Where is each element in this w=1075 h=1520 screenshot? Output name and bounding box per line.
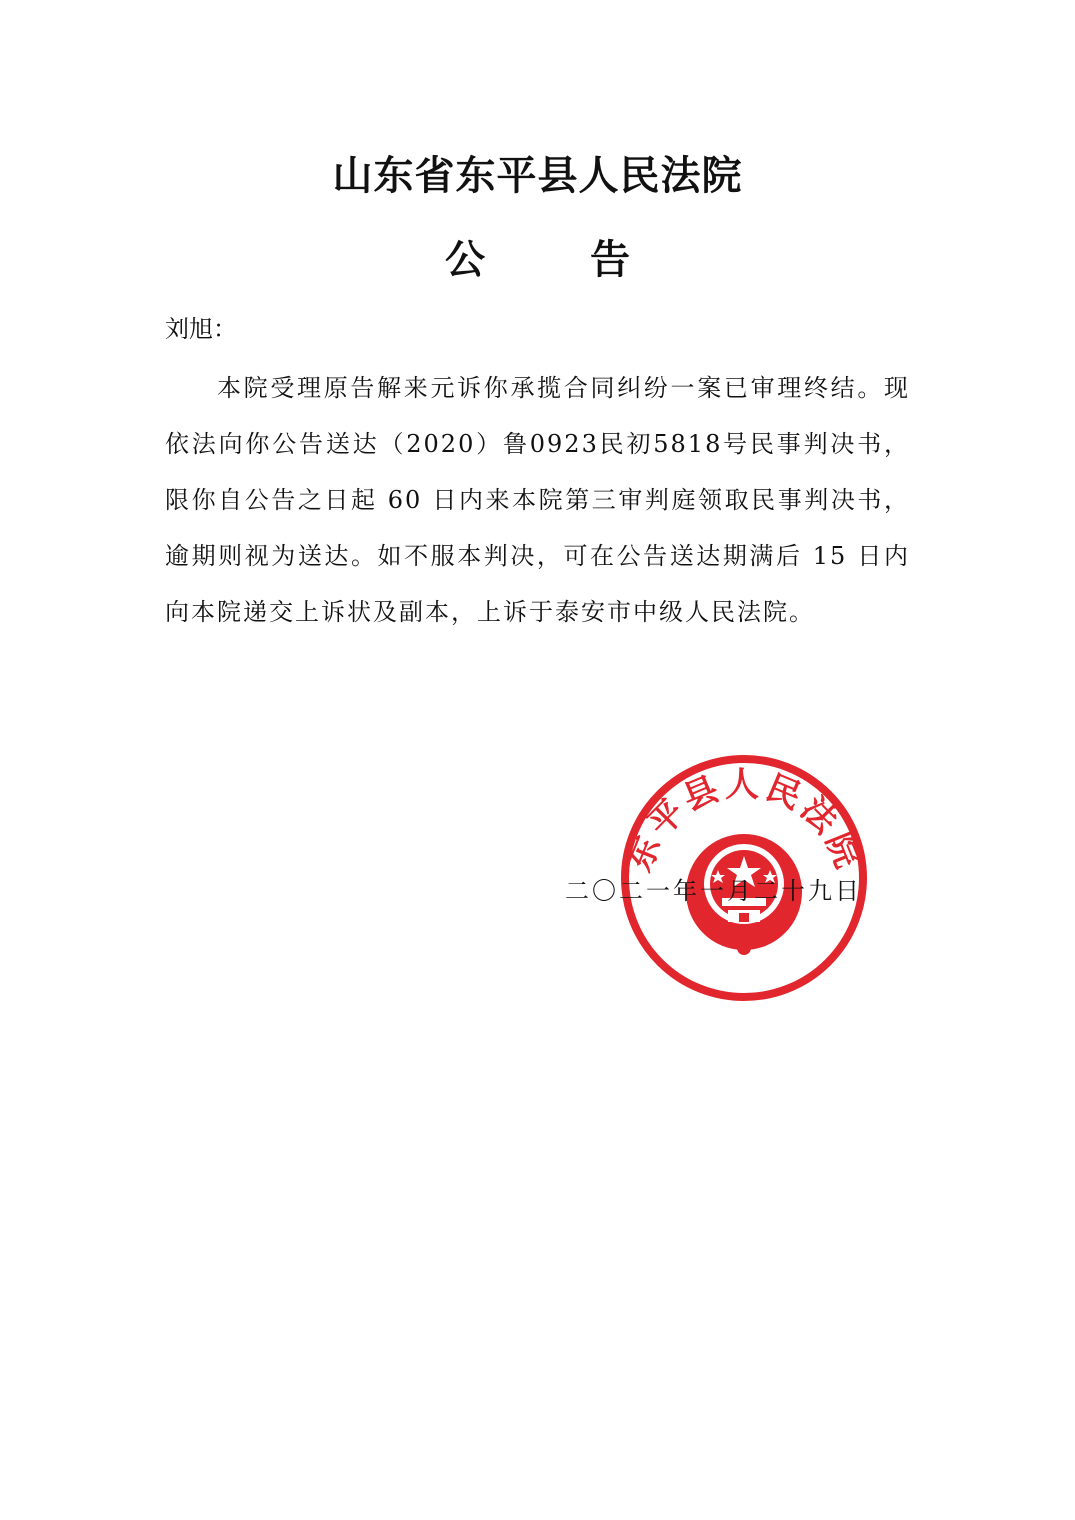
- notice-date: 二〇二一年一月二十九日: [565, 877, 862, 905]
- document-title: [0, 232, 1075, 288]
- title-char-1: 公: [445, 237, 485, 283]
- addressee: 刘旭：: [165, 315, 237, 343]
- court-name-heading: 山东省东平县人民法院: [332, 153, 743, 199]
- title-char-2: 告: [590, 237, 630, 283]
- seal-lettering: 东平县人民法院: [619, 765, 869, 878]
- notice-body: 本院受理原告解来元诉你承揽合同纠纷一案已审理终结。现依法向你公告送达（2020）鲁0923民初5818号民事判决书，限你自公告之日起 60 日内来本院第三审判庭领取民事判决书，逾期则视为送达。如不服本判决，可在公告送达期满后 15 日内向本院递交上诉状及副本，上诉于泰安市中级人民法院。: [165, 374, 910, 626]
